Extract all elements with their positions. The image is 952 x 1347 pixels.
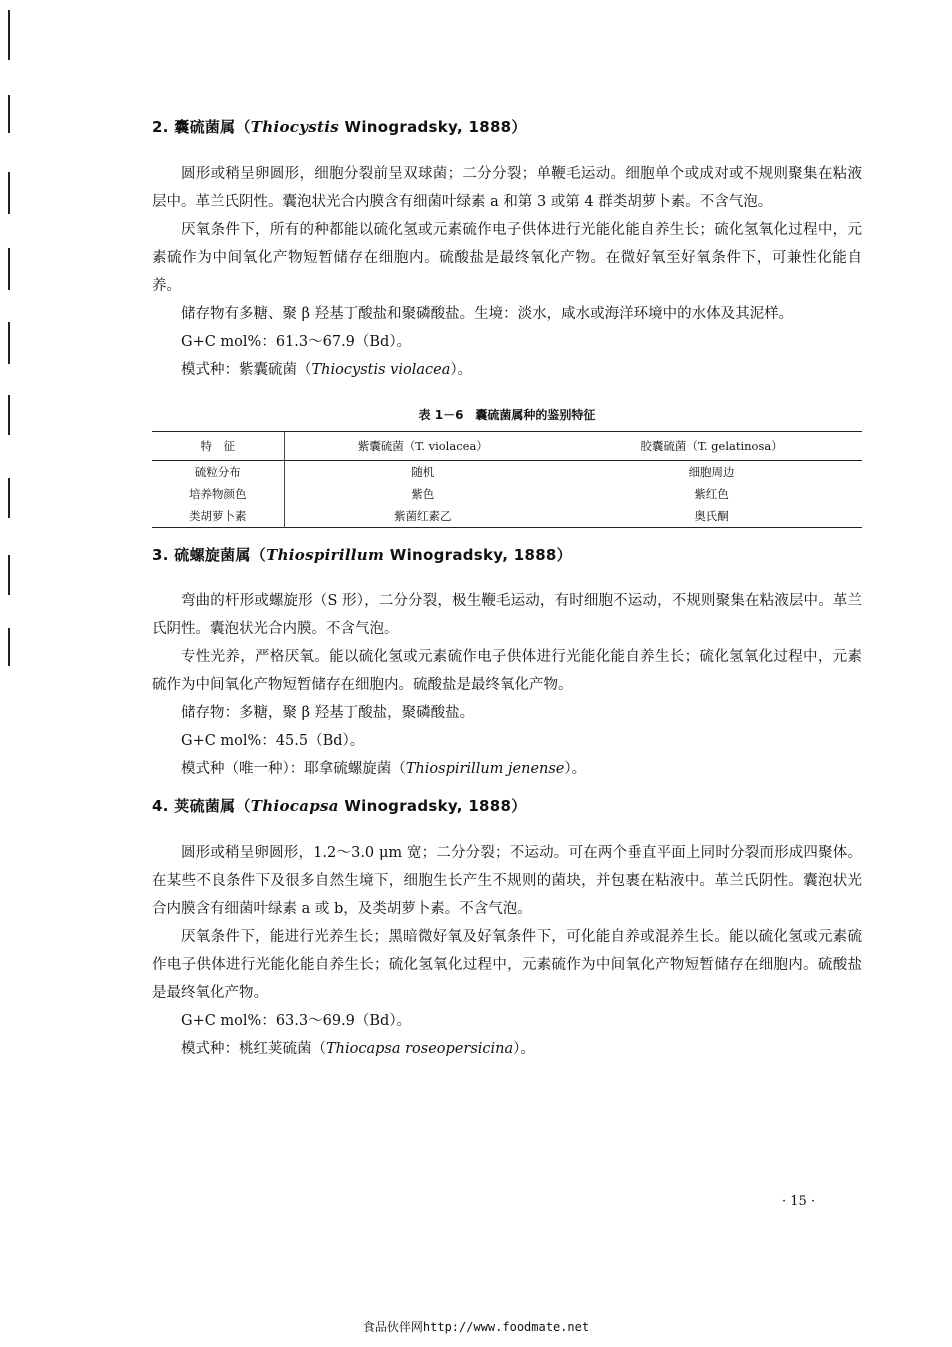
margin-bar (8, 172, 10, 214)
section-2-storage: 储存物有多糖、聚 β 羟基丁酸盐和聚磷酸盐。生境：淡水，咸水或海洋环境中的水体及其泥样。 (181, 305, 794, 322)
margin-bar (8, 10, 10, 60)
table-cell: 细胞周边 (688, 464, 735, 479)
table-cell: 紫红色 (694, 486, 729, 501)
table-cell: 硫粒分布 (194, 464, 241, 479)
section-4-metabolism: 厌氧条件下，能进行光养生长；黑暗微好氧及好氧条件下，可化能自养或混养生长。能以硫化氢或元素硫作电子供体进行光能化能自养生长；硫化氢氧化过程中，元素硫作为中间氧化产物短暂储存在细胞内。硫酸盐是最终氧化产物。 (152, 928, 862, 1001)
table-row (152, 483, 862, 505)
section-3-metabolism: 专性光养，严格厌氧。能以硫化氢或元素硫作电子供体进行光能化能自养生长；硫化氢氧化过程中，元素硫作为中间氧化产物短暂储存在细胞内。硫酸盐是最终氧化产物。 (152, 649, 862, 693)
section-3-type-species: 模式种（唯一种）：耶拿硫螺旋菌（Thiospirillum jenense）。 (181, 761, 587, 777)
table-row (152, 505, 862, 528)
section-4-type-species: 模式种：桃红荚硫菌（Thiocapsa roseopersicina）。 (181, 1040, 535, 1057)
margin-bar (8, 395, 10, 435)
table-header-cell: 胶囊硫菌（T. gelatinosa） (640, 438, 783, 453)
section-2-title: 2. 囊硫菌属（Thiocystis Winogradsky, 1888） (152, 118, 527, 136)
section-2-gc-content: G+C mol%：61.3～67.9（Bd）。 (181, 333, 412, 350)
table-header-cell: 紫囊硫菌（T. violacea） (284, 431, 561, 460)
section-2-description: 圆形或稍呈卵圆形，细胞分裂前呈双球菌；二分分裂；单鞭毛运动。细胞单个或成对或不规则聚集在粘液层中。革兰氏阴性。囊泡状光合内膜含有细菌叶绿素 a 和第 3 或第 4 群类胡萝卜素。不含气泡。 (152, 165, 862, 210)
table-header-cell: 特 征 (200, 438, 235, 453)
section-3-gc-content: G+C mol%：45.5（Bd）。 (181, 733, 365, 749)
footer-watermark: 食品伙伴网http://www.foodmate.net (362, 1320, 590, 1334)
table-cell: 类胡萝卜素 (189, 508, 247, 523)
section-2-type-species: 模式种：紫囊硫菌（Thiocystis violacea）。 (181, 361, 473, 378)
section-4-description: 圆形或稍呈卵圆形，1.2～3.0 μm 宽；二分分裂；不运动。可在两个垂直平面上同时分裂而形成四聚体。在某些不良条件下及很多自然生境下，细胞生长产生不规则的菌块，并包裹在粘液中。革兰氏阴性。囊泡状光合内膜含有细菌叶绿素 a 或 b，及类胡萝卜素。不含气泡。 (152, 844, 862, 917)
table-header-row (152, 431, 862, 460)
section-3-storage: 储存物：多糖，聚 β 羟基丁酸盐，聚磷酸盐。 (181, 705, 475, 721)
margin-bar (8, 555, 10, 595)
table-cell: 紫色 (284, 483, 561, 505)
table-row (152, 460, 862, 483)
margin-bar (8, 478, 10, 518)
page-content (152, 118, 862, 1063)
margin-bar (8, 95, 10, 133)
section-3-description: 弯曲的杆形或螺旋形（S 形），二分分裂，极生鞭毛运动，有时细胞不运动，不规则聚集在粘液层中。革兰氏阴性。囊泡状光合内膜。不含气泡。 (152, 593, 862, 637)
table-caption: 表 1－6 囊硫菌属种的鉴别特征 (418, 407, 596, 422)
table-cell: 随机 (284, 460, 561, 483)
section-2-metabolism: 厌氧条件下，所有的种都能以硫化氢或元素硫作电子供体进行光能化能自养生长；硫化氢氧化过程中，元素硫作为中间氧化产物短暂储存在细胞内。硫酸盐是最终氧化产物。在微好氧至好氧条件下，可兼性化能自养。 (152, 221, 862, 294)
section-4-title: 4. 荚硫菌属（Thiocapsa Winogradsky, 1888） (152, 797, 527, 815)
section-4-gc-content: G+C mol%：63.3～69.9（Bd）。 (181, 1012, 412, 1029)
table-cell: 紫菌红素乙 (284, 505, 561, 528)
page-number: · 15 · (782, 1194, 816, 1209)
margin-bar (8, 322, 10, 364)
species-traits-table (152, 431, 862, 528)
section-3-title: 3. 硫螺旋菌属（Thiospirillum Winogradsky, 1888） (152, 545, 572, 564)
margin-bar (8, 248, 10, 290)
margin-bar (8, 628, 10, 666)
table-cell: 奥氏酮 (694, 508, 729, 523)
table-cell: 培养物颜色 (189, 486, 247, 501)
